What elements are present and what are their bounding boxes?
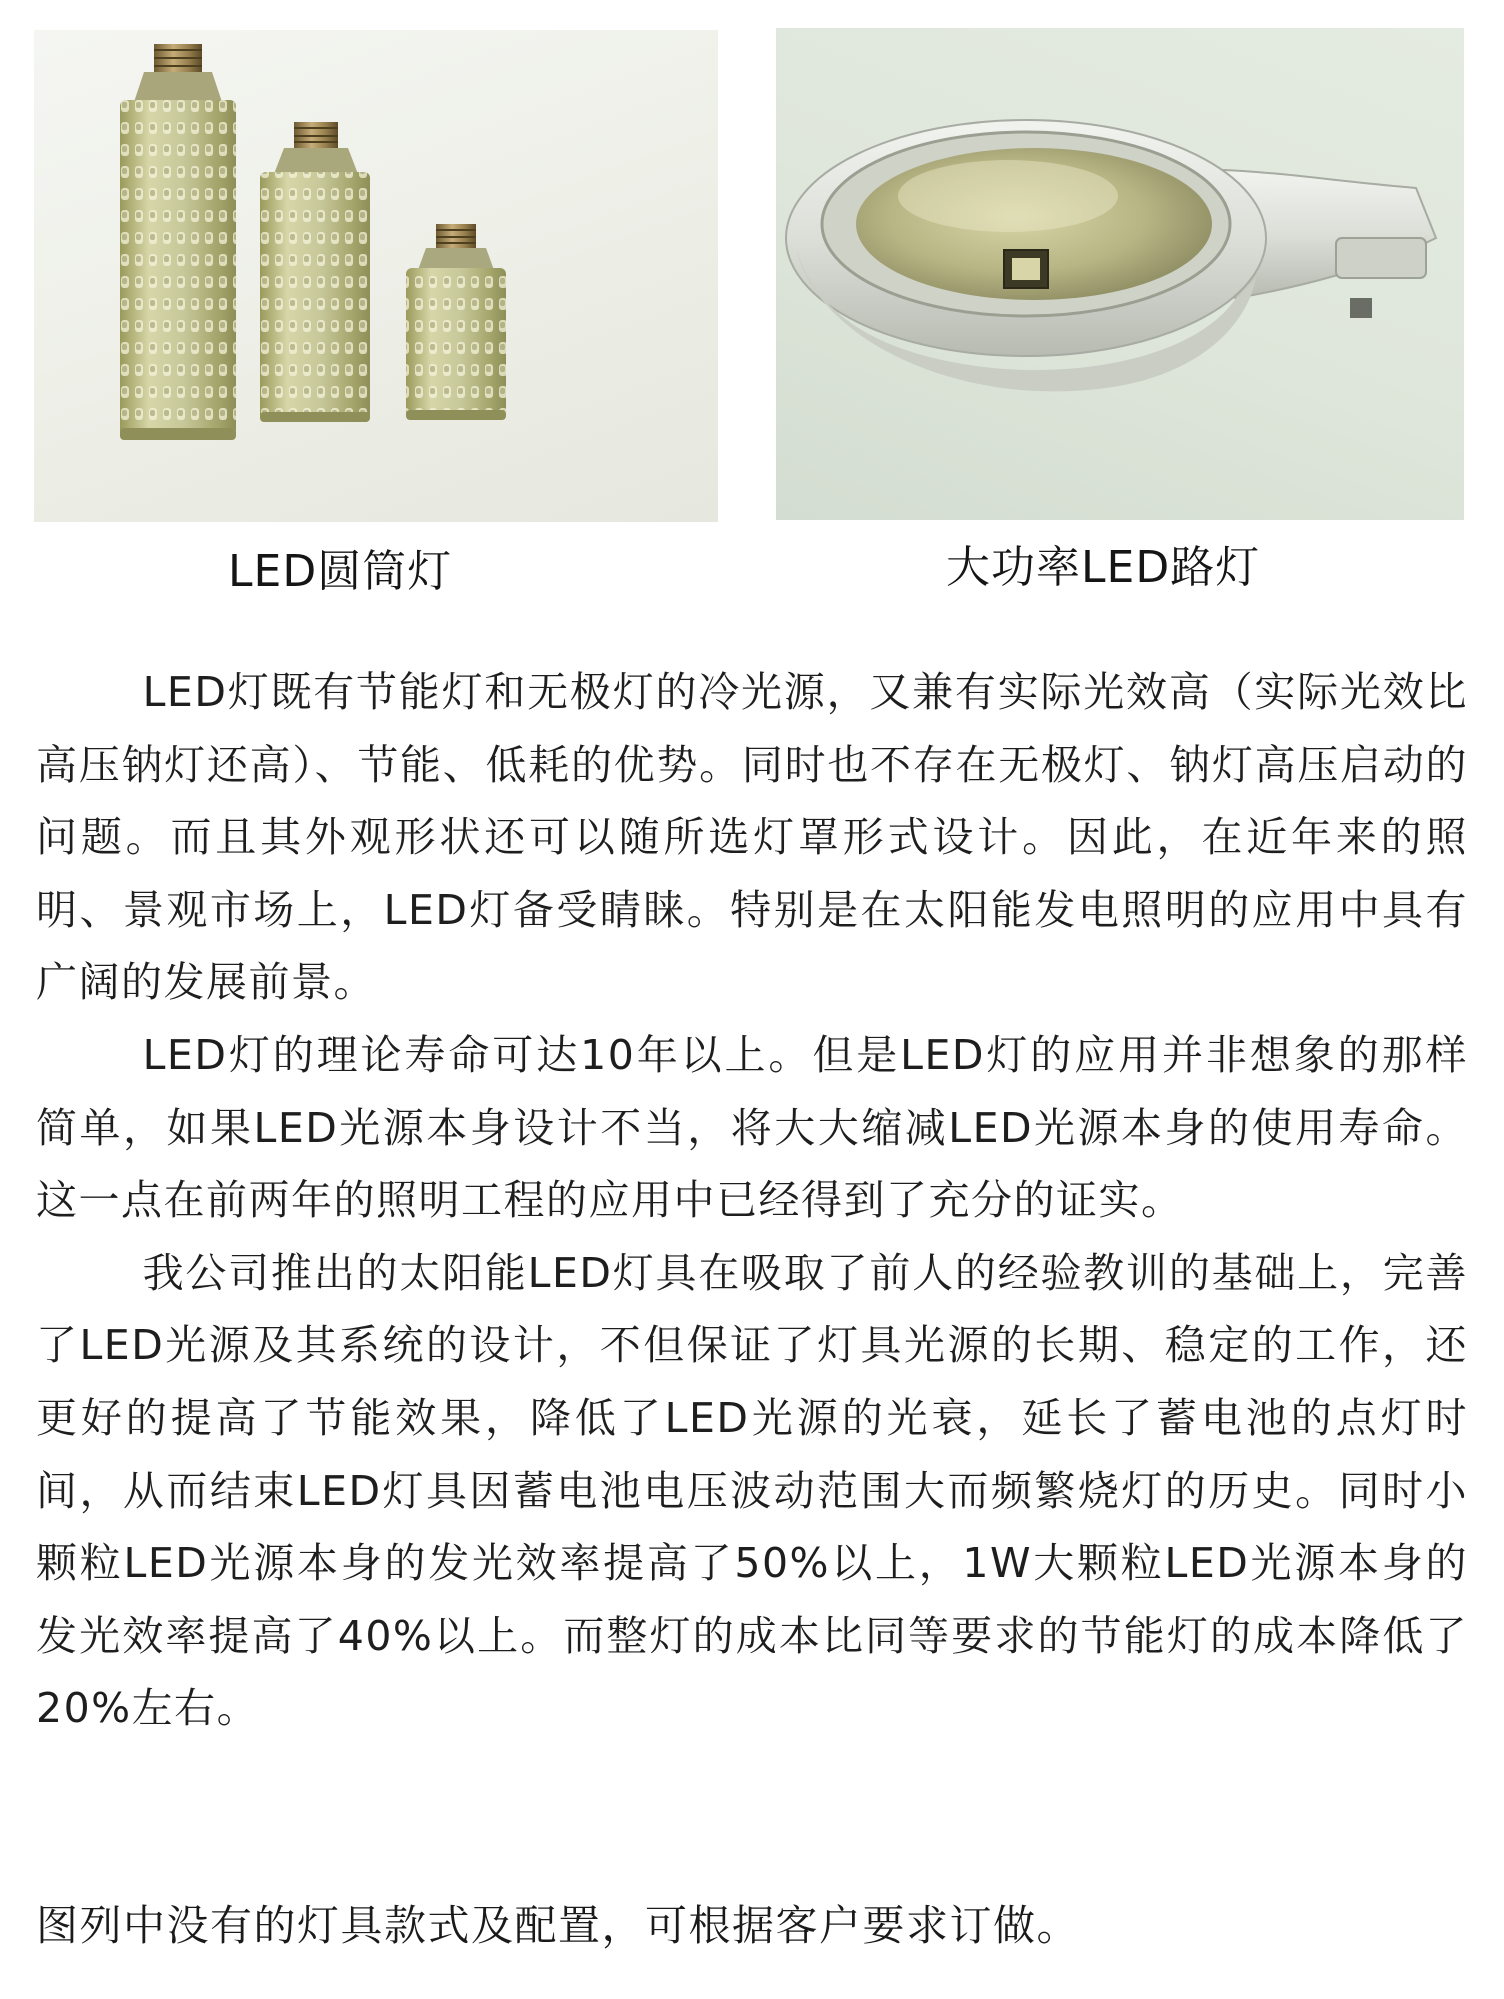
led-street-light-caption: 大功率LED路灯 — [946, 542, 1261, 593]
led-cylinder-lamps-illustration — [34, 30, 718, 522]
medium-cylinder-lamp — [260, 122, 370, 422]
custom-order-note: 图列中没有的灯具款式及配置，可根据客户要求订做。 — [36, 1901, 1081, 1950]
led-street-light-illustration — [776, 28, 1464, 520]
paragraph-2: LED灯的理论寿命可达10年以上。但是LED灯的应用并非想象的那样简单，如果LED光源本身设计不当，将大大缩减LED光源本身的使用寿命。这一点在前两年的照明工程的应用中已经得到了充分的证实。 — [36, 1030, 1468, 1225]
large-cylinder-lamp — [120, 44, 236, 440]
small-cylinder-lamp — [406, 224, 506, 420]
led-cylinder-lamps-photo — [34, 30, 718, 522]
paragraph-1: LED灯既有节能灯和无极灯的冷光源，又兼有实际光效高（实际光效比高压钠灯还高）、节能、低耗的优势。同时也不存在无极灯、钠灯高压启动的问题。而且其外观形状还可以随所选灯罩形式设计。因此，在近年来的照明、景观市场上，LED灯备受睛睐。特别是在太阳能发电照明的应用中具有广阔的发展前景。 — [36, 668, 1468, 1007]
paragraph-3: 我公司推出的太阳能LED灯具在吸取了前人的经验教训的基础上，完善了LED光源及其系统的设计，不但保证了灯具光源的长期、稳定的工作，还更好的提高了节能效果，降低了LED光源的光衰，延长了蓄电池的点灯时间，从而结束LED灯具因蓄电池电压波动范围大而频繁烧灯的历史。同时小颗粒LED光源本身的发光效率提高了50%以上，1W大颗粒LED光源本身的发光效率提高了40%以上。而整灯的成本比同等要求的节能灯的成本降低了20%左右。 — [36, 1248, 1468, 1733]
article-body — [36, 656, 1468, 1745]
led-cylinder-lamp-caption: LED圆筒灯 — [228, 546, 453, 597]
led-street-light-photo — [776, 28, 1464, 520]
